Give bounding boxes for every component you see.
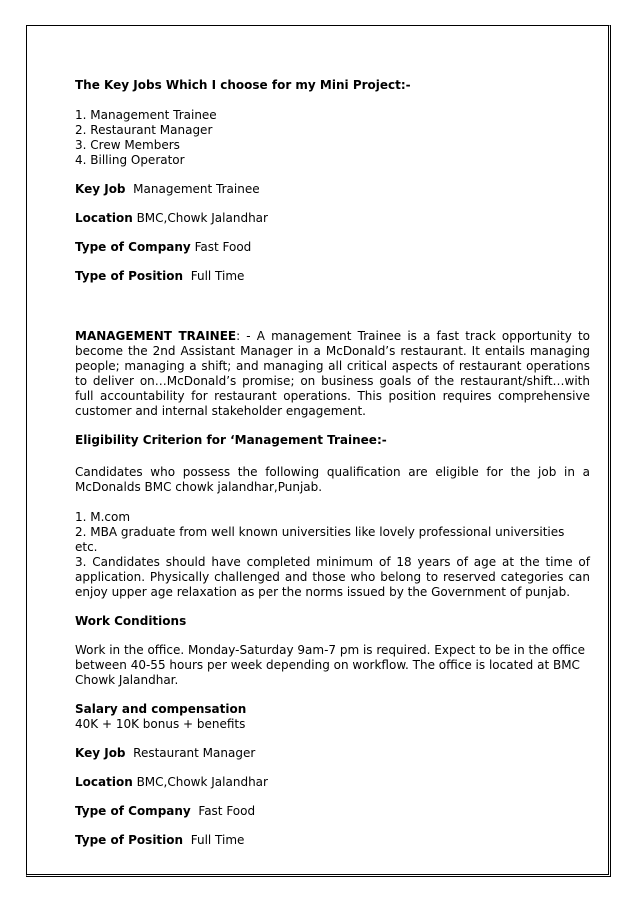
job-list-item: 1. Management Trainee (75, 108, 217, 122)
management-trainee-description (75, 329, 590, 419)
eligibility-item: 1. M.com (75, 510, 131, 524)
key-job-label: Key Job (75, 746, 126, 760)
eligibility-list (75, 510, 590, 600)
eligibility-item: 3. Candidates should have completed minimum of 18 years of age at the time of application. Physically challenged and those who belong to reserved categories can enjoy upper age relaxation as per the norms issued by the Government of punjab. (75, 555, 590, 599)
job1-company-type (75, 240, 590, 255)
salary-heading: Salary and compensation (75, 702, 247, 716)
position-value: Full Time (190, 833, 245, 847)
intro-title: The Key Jobs Which I choose for my Mini Project:- (75, 78, 411, 92)
position-value: Full Time (190, 269, 245, 283)
job1-position-type (75, 269, 590, 284)
description-text: : - A management Trainee is a fast track opportunity to become the 2nd Assistant Manager in a McDonald’s restaurant. It entails managing people; managing a shift; and managing all critical aspects of restaurant operations to deliver on…McDonald’s promise; on business goals of the restaurant/shift…with full accountability for restaurant operations. This position requires comprehensive customer and internal stakeholder engagement. (75, 329, 590, 418)
position-label: Type of Position (75, 269, 184, 283)
location-value: BMC,Chowk Jalandhar (136, 775, 268, 789)
job2-position-type (75, 833, 590, 848)
salary-text: 40K + 10K bonus + benefits (75, 717, 246, 731)
key-job-value: Management Trainee (133, 182, 260, 196)
key-job-label: Key Job (75, 182, 126, 196)
eligibility-intro: Candidates who possess the following qualification are eligible for the job in a McDonalds BMC chowk jalandhar,Punjab. (75, 465, 590, 494)
job-list-item: 4. Billing Operator (75, 153, 185, 167)
location-label: Location (75, 775, 133, 789)
eligibility-heading: Eligibility Criterion for ‘Management Trainee:- (75, 433, 387, 447)
description-heading: MANAGEMENT TRAINEE (75, 329, 237, 343)
company-value: Fast Food (198, 804, 256, 818)
eligibility-item: 2. MBA graduate from well known universities like lovely professional universities etc. (75, 525, 565, 554)
work-conditions-heading: Work Conditions (75, 614, 187, 628)
location-label: Location (75, 211, 133, 225)
job2-key-job (75, 746, 590, 761)
document-body (75, 78, 590, 848)
company-label: Type of Company (75, 804, 191, 818)
work-conditions-text: Work in the office. Monday-Saturday 9am-7 pm is required. Expect to be in the office between 40-55 hours per week depending on workflow. The office is located at BMC Chowk Jalandhar. (75, 643, 585, 687)
job1-key-job (75, 182, 590, 197)
position-label: Type of Position (75, 833, 184, 847)
company-value: Fast Food (194, 240, 252, 254)
job-list-item: 3. Crew Members (75, 138, 180, 152)
job1-location (75, 211, 590, 226)
job2-location (75, 775, 590, 790)
job2-company-type (75, 804, 590, 819)
jobs-list (75, 108, 590, 168)
job-list-item: 2. Restaurant Manager (75, 123, 213, 137)
location-value: BMC,Chowk Jalandhar (136, 211, 268, 225)
company-label: Type of Company (75, 240, 191, 254)
key-job-value: Restaurant Manager (133, 746, 256, 760)
